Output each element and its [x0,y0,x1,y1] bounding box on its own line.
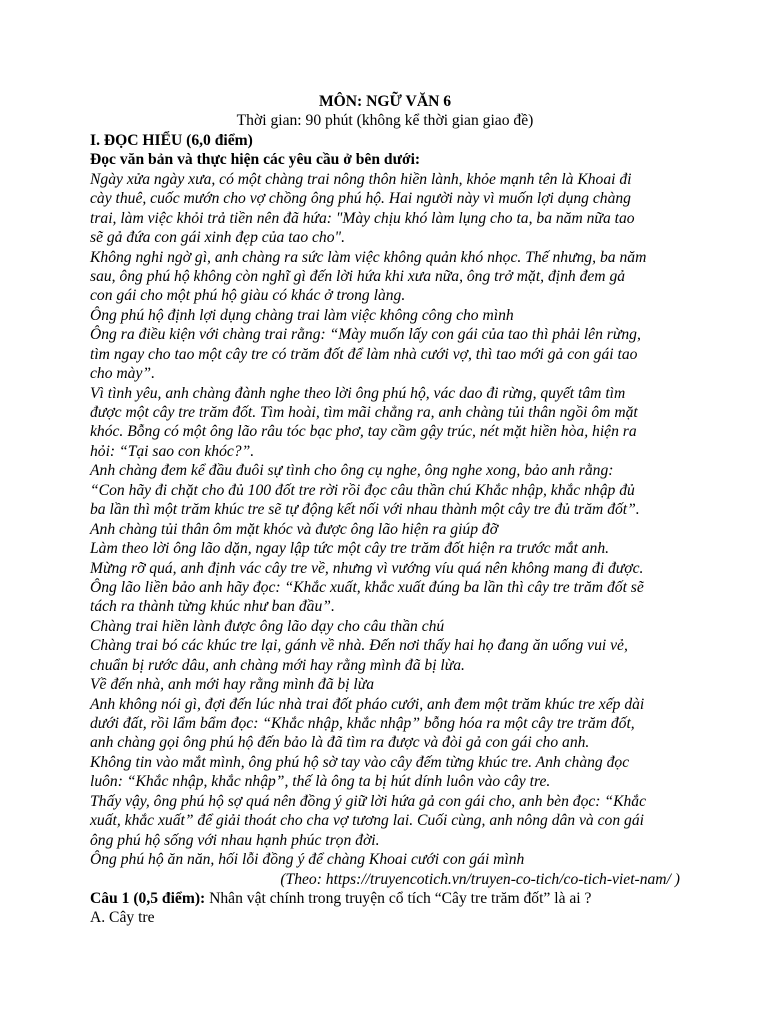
passage-line: Ngày xửa ngày xưa, có một chàng trai nông thôn hiền lành, khỏe mạnh tên là Khoai đi [90,170,632,188]
passage-line: con gái cho một phú hộ giàu có khác ở trong làng. [90,287,406,305]
passage-line: Ông phú hộ ăn năn, hối lỗi đồng ý để chàng Khoai cưới con gái mình [90,851,525,869]
section-instruction: Đọc văn bản và thực hiện các yêu cầu ở bên dưới: [90,151,421,169]
passage-line: Ông ra điều kiện với chàng trai rằng: “Mày muốn lấy con gái của tao thì phải lên rừng, [90,326,641,344]
passage-line: cho mày”. [90,365,155,383]
passage-line: dưới đất, rồi lẩm bẩm đọc: “Khắc nhập, khắc nhập” bỗng hóa ra một cây tre trăm đốt, [90,715,635,732]
passage-line: luôn: “Khắc nhập, khắc nhập”, thế là ông ta bị hút dính luôn vào cây tre. [90,773,551,791]
document-content [90,92,680,928]
passage-line: ba lần thì một trăm khúc tre sẽ tự động kết nối với nhau thành một cây tre đủ trăm đốt”. [90,501,640,519]
passage-line: xuất, khắc xuất” để giải thoát cho cha vợ tương lai. Cuối cùng, anh nông dân và con gái [90,812,644,830]
passage-line: Anh chàng tủi thân ôm mặt khóc và được ông lão hiện ra giúp đỡ [90,520,499,538]
passage-line: được một cây tre trăm đốt. Tìm hoài, tìm mãi chẳng ra, anh chàng tủi thân ngồi ôm mặt [90,404,638,421]
passage-line: ông phú hộ sống với nhau hạnh phúc trọn đời. [90,831,380,849]
passage-line: sẽ gả đứa con gái xinh đẹp của tao cho". [90,229,345,247]
passage-line: Chàng trai hiền lành được ông lão dạy cho câu thần chú [90,617,445,635]
section-title: I. ĐỌC HIỂU (6,0 điểm) [90,131,253,149]
exam-time: Thời gian: 90 phút (không kể thời gian giao đề) [236,112,534,130]
passage-line: Ông phú hộ định lợi dụng chàng trai làm việc không công cho mình [90,306,514,324]
passage-line: Ông lão liền bảo anh hãy đọc: “Khắc xuất, khắc xuất đúng ba lần thì cây tre trăm đốt sẽ [90,578,644,596]
passage-line: “Con hãy đi chặt cho đủ 100 đốt tre rời rồi đọc câu thần chú Khắc nhập, khắc nhập đủ [90,481,635,499]
story-passage [90,170,680,870]
passage-line: Làm theo lời ông lão dặn, ngay lập tức một cây tre trăm đốt hiện ra trước mắt anh. [90,540,610,558]
subject-title: MÔN: NGỮ VĂN 6 [318,93,452,110]
question-1-option-a: A. Cây tre [90,909,155,927]
question-1-label: Câu 1 (0,5 điểm): [90,889,206,907]
passage-line: Thấy vậy, ông phú hộ sợ quá nên đồng ý giữ lời hứa gả con gái cho, anh bèn đọc: “Khắc [90,792,646,810]
passage-line: khóc. Bỗng có một ông lão râu tóc bạc phơ, tay cầm gậy trúc, nét mặt hiền hòa, hiện ra [90,423,637,441]
passage-line: chuẩn bị rước dâu, anh chàng mới hay rằng mình đã bị lừa. [90,656,465,674]
passage-line: Anh chàng đem kể đầu đuôi sự tình cho ông cụ nghe, ông nghe xong, bảo anh rằng: [90,462,614,480]
passage-line: trai, làm việc khỏi trả tiền nên đã hứa: "Mày chịu khó làm lụng cho ta, ba năm nữa tao [90,209,635,227]
passage-line: hỏi: “Tại sao con khóc?”. [90,442,255,460]
passage-line: anh chàng gọi ông phú hộ đến bảo là đã tìm ra được và đòi gả con gái cho anh. [90,734,590,752]
passage-line: Vì tình yêu, anh chàng đành nghe theo lời ông phú hộ, vác dao đi rừng, quyết tâm tìm [90,384,626,402]
question-1 [90,889,680,908]
passage-line: Về đến nhà, anh mới hay rằng mình đã bị lừa [90,676,375,694]
passage-line: sau, ông phú hộ không còn nghĩ gì đến lời hứa khi xưa nữa, ông trở mặt, định đem gả [90,267,626,285]
passage-line: tách ra thành từng khúc như ban đầu”. [90,598,335,616]
passage-line: Chàng trai bó các khúc tre lại, gánh về nhà. Đến nơi thấy hai họ đang ăn uống vui vẻ, [90,637,628,655]
source-citation: (Theo: https://truyencotich.vn/truyen-co-tich/co-tich-viet-nam/ ) [280,870,680,888]
passage-line: tìm ngay cho tao một cây tre có trăm đốt để làm nhà cưới vợ, thì tao mới gả con gái tao [90,345,638,363]
passage-line: Không tin vào mắt mình, ông phú hộ sờ tay vào cây đếm từng khúc tre. Anh chàng đọc [90,753,630,771]
passage-line: cày thuê, cuốc mướn cho vợ chồng ông phú hộ. Hai người này vì muốn lợi dụng chàng [90,190,631,208]
question-1-text: Nhân vật chính trong truyện cổ tích “Cây tre trăm đốt” là ai ? [205,889,592,907]
passage-line: Không nghi ngờ gì, anh chàng ra sức làm việc không quản khó nhọc. Thế nhưng, ba năm [90,248,647,266]
passage-line: Mừng rỡ quá, anh định vác cây tre về, nhưng vì vướng víu quá nên không mang đi được. [90,559,644,577]
passage-line: Anh không nói gì, đợi đến lúc nhà trai đốt pháo cưới, anh đem một trăm khúc tre xếp dài [90,695,645,713]
